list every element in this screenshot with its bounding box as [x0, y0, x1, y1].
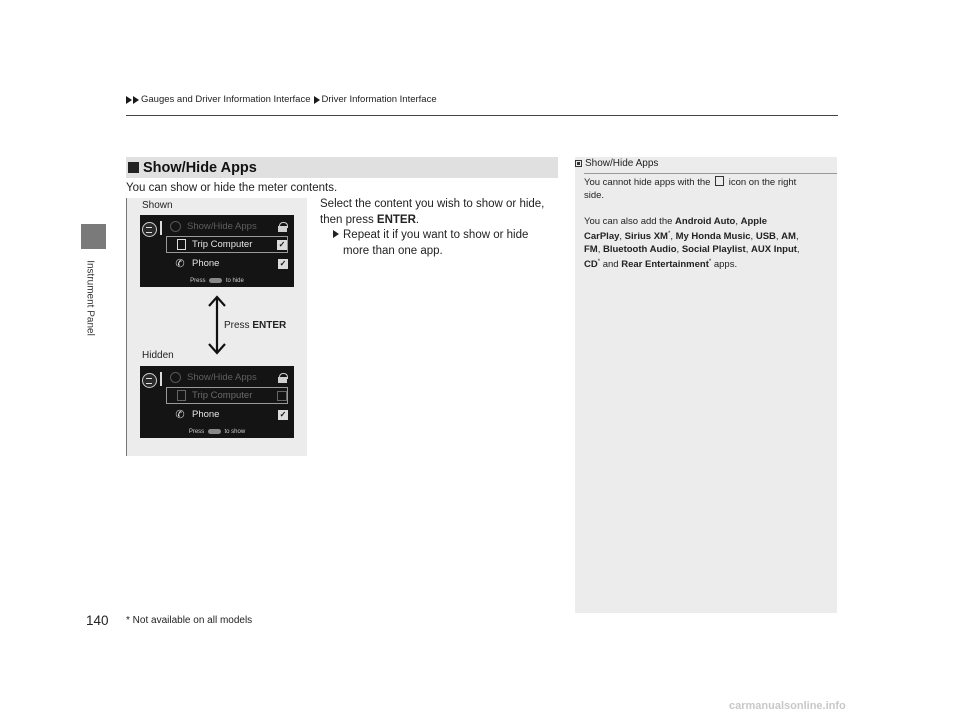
screen-row-phone[interactable]: ✆ Phone ✓ [175, 258, 287, 270]
chapter-tab-marker [81, 224, 106, 249]
screen-row-trip-computer[interactable]: Trip Computer ✓ [166, 236, 288, 253]
breadcrumb-arrow-icon [314, 96, 320, 104]
hidden-label: Hidden [142, 350, 174, 361]
screen-hidden [140, 366, 294, 438]
section-heading [126, 157, 558, 178]
breadcrumb-arrow-icon [126, 96, 132, 104]
enter-button-icon [209, 278, 222, 283]
note-paragraph-1: You cannot hide apps with the icon on the right side. [584, 177, 797, 201]
step-substep: Repeat it if you want to show or hide more than one app. [333, 228, 528, 259]
trip-computer-icon [177, 239, 186, 250]
menu-circle-icon [142, 222, 157, 237]
apps-icon [170, 372, 181, 383]
apps-icon [170, 221, 181, 232]
note-marker-icon [575, 160, 582, 167]
screen-footer: Press to hide [190, 278, 244, 284]
lock-icon [278, 222, 287, 232]
page-number: 140 [86, 613, 109, 628]
menu-circle-icon [142, 373, 157, 388]
press-enter-label: Press ENTER [224, 320, 287, 331]
phone-icon: ✆ [175, 409, 185, 421]
screen-divider [160, 221, 162, 235]
chapter-side-label: Instrument Panel [84, 260, 96, 336]
phone-icon: ✆ [175, 258, 185, 270]
breadcrumb-item-driver-info[interactable]: Driver Information Interface [321, 94, 437, 105]
lock-icon [715, 176, 724, 186]
breadcrumb-arrow-icon [133, 96, 139, 104]
section-title: Show/Hide Apps [143, 159, 257, 176]
screen-divider [160, 372, 162, 386]
screen-row-trip-computer[interactable]: Trip Computer [166, 387, 288, 404]
header-divider [126, 115, 838, 116]
trip-computer-icon [177, 390, 186, 401]
substep-arrow-icon [333, 230, 339, 238]
breadcrumb [126, 94, 440, 105]
shown-label: Shown [142, 200, 173, 211]
screen-shown [140, 215, 294, 287]
enter-button-icon [208, 429, 221, 434]
breadcrumb-item-gauges[interactable]: Gauges and Driver Information Interface [141, 94, 311, 105]
checked-checkbox-icon: ✓ [279, 258, 287, 268]
square-bullet-icon [128, 162, 139, 173]
screen-header-row: Show/Hide Apps [166, 218, 288, 235]
unchecked-checkbox-icon [277, 391, 287, 401]
lock-icon [278, 373, 287, 383]
note-title: Show/Hide Apps [575, 158, 658, 169]
watermark: carmanualsonline.info [729, 700, 846, 712]
footnote: * Not available on all models [126, 615, 253, 626]
note-divider [584, 173, 837, 174]
section-intro: You can show or hide the meter contents. [126, 182, 338, 194]
step-instruction: Select the content you wish to show or hide, then press ENTER. [320, 198, 545, 226]
checked-checkbox-icon: ✓ [279, 409, 287, 419]
note-paragraph-2: You can also add the Android Auto, Apple CarPlay, Sirius XM*, My Honda Music, USB, AM, FM, Bluetooth Audio, Social Playlist, AUX Input, CD* and Rear Entertainment* apps. [584, 216, 800, 271]
screen-footer: Press to show [188, 429, 246, 435]
checked-checkbox-icon: ✓ [278, 239, 286, 249]
sidebar-note [575, 157, 837, 613]
screen-header-row: Show/Hide Apps [166, 369, 288, 386]
screen-row-phone[interactable]: ✆ Phone ✓ [175, 409, 287, 421]
